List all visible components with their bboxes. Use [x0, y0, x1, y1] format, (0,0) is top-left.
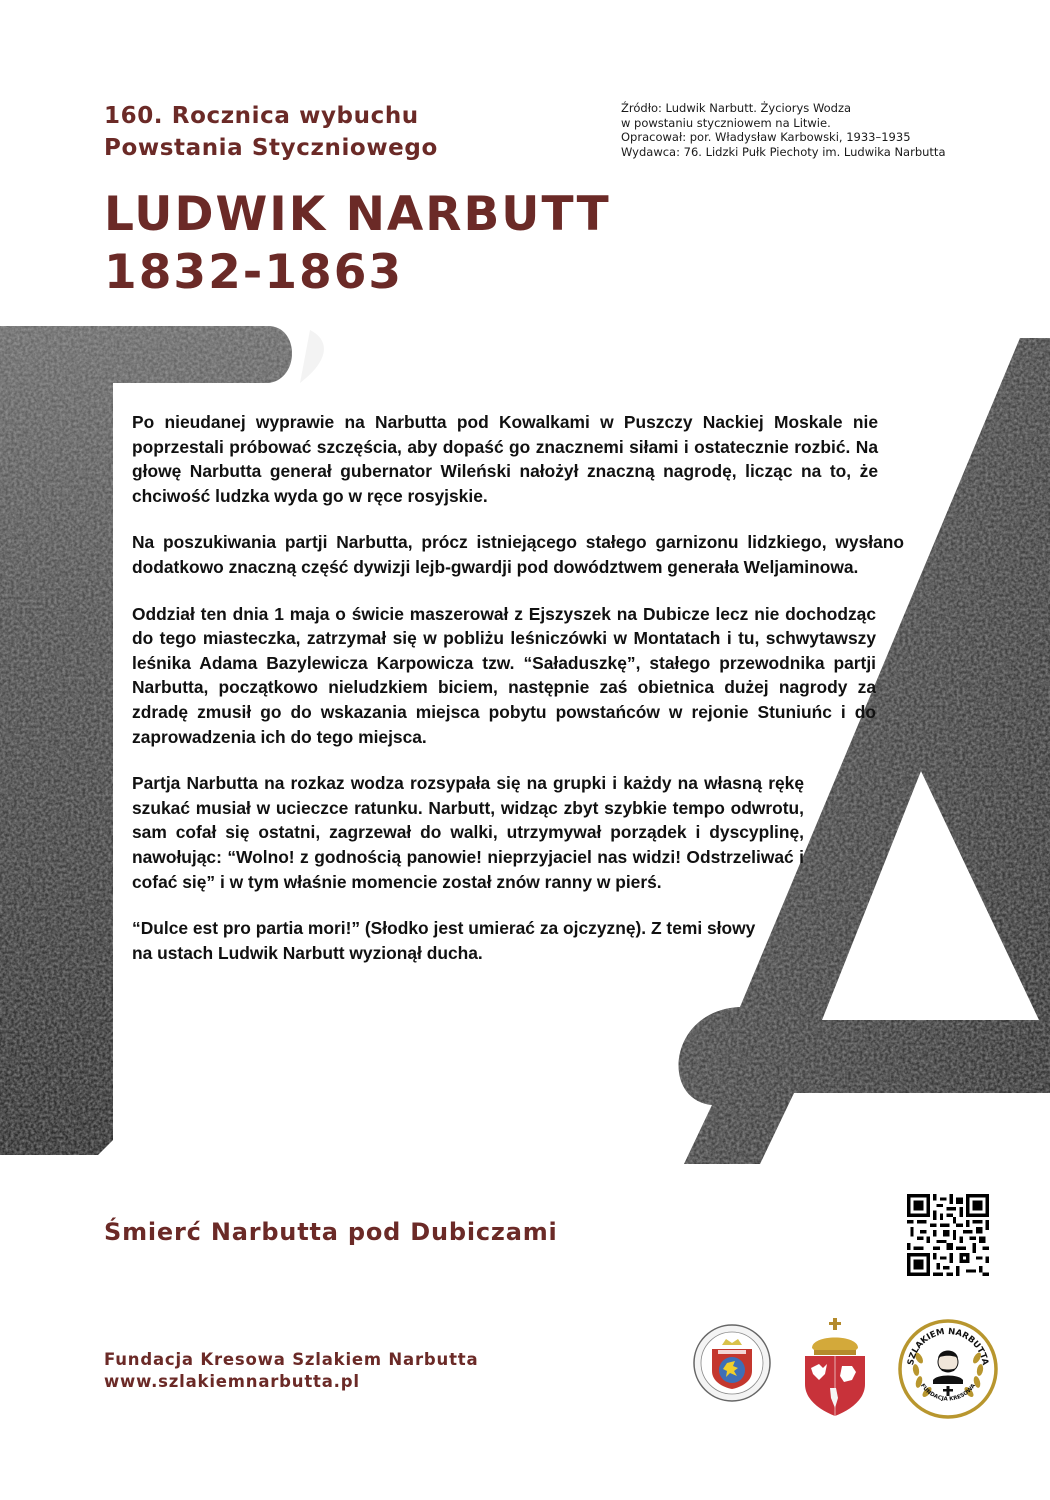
source-line-4: Wydawca: 76. Lidzki Pułk Piechoty im. Ludwika Narbutta [621, 144, 946, 159]
anniversary-subtitle [104, 100, 438, 164]
page-title [104, 186, 611, 302]
organization-name: Fundacja Kresowa Szlakiem Narbutta [104, 1350, 479, 1369]
footer [104, 1349, 478, 1393]
article-paragraph: Na poszukiwania partji Narbutta, prócz istniejącego stałego garnizonu lidzkiego, wysłano dodatkowo znaczną część dywizji lejb-gwardji pod dowództwem generała Weljaminowa. [132, 532, 904, 577]
qr-code-icon[interactable] [907, 1194, 989, 1276]
source-line-3: Opracował: por. Władysław Karbowski, 1933–1935 [621, 130, 911, 144]
january-uprising-coat-of-arms-logo [800, 1318, 870, 1418]
article-paragraph: Oddział ten dnia 1 maja o świcie maszerował z Ejszyszek na Dubicze lecz nie dochodząc do tego miasteczka, zatrzymał się w pobliżu leśniczówki w Montatach i tu, schwytawszy leśnika Adama Bazylewicza Karpowicza tzw. “Saładuszkę”, stałego przewodnika partji Narbutta, początkowo nieludzkiem biciem, następnie zaś obietnica dużej nagrody za zdradę zmusił go do wskazania miejsca pobytu powstańców w rejonie Stuniuńc i do zaprowadzenia ich do tego miejsca. [132, 603, 876, 747]
subtitle-line-2: Powstania Styczniowego [104, 135, 438, 161]
title-years: 1832-1863 [104, 245, 404, 300]
subtitle-line-1: 160. Rocznica wybuchu [104, 103, 419, 129]
article-body [132, 410, 904, 987]
article-paragraph: Partja Narbutta na rozkaz wodza rozsypała się na grupki i każdy na własną rękę szukać musiał w ucieczce ratunku. Narbutt, widząc zbyt szybkie tempo odwrotu, sam cofał się ostatni, zagrzewał do walki, utrzymywał porządek i dyscyplinę, nawołując: “Wolno! z godnością panowie! nieprzyjaciel nas widzi! Odstrzeliwać i cofać się” i w tym właśnie momencie został znów ranny w pierś. [132, 773, 804, 892]
fundacja-szlakiem-narbutta-logo [897, 1318, 999, 1420]
source-line-1: Źródło: Ludwik Narbutt. Życiorys Wodza [621, 101, 852, 115]
website-link[interactable]: www.szlakiemnarbutta.pl [104, 1372, 360, 1391]
tmlikpw-emblem-logo [692, 1323, 772, 1403]
article-paragraph: Po nieudanej wyprawie na Narbutta pod Kowalkami w Puszczy Nackiej Moskale nie poprzestali próbować szczęścia, aby dopaść go znacznemi siłami i ostatecznie rozbić. Na głowę Narbutta generał gubernator Wileński nałożył znaczną nagrodę, licząc na to, że chciwość ludzka wyda go w ręce rosyjskie. [132, 412, 878, 506]
source-line-2: w powstaniu styczniowem na Litwie. [621, 115, 831, 130]
logo-top-text: SZLAKIEM NARBUTTA [906, 1326, 990, 1367]
source-citation [621, 101, 946, 159]
article-paragraph: “Dulce est pro partia mori!” (Słodko jest umierać za ojczyznę). Z temi słowy na ustach Ludwik Narbutt wyzionął ducha. [132, 918, 756, 963]
logo-bottom-text: FUNDACJA KRESOWA [919, 1382, 977, 1403]
image-caption: Śmierć Narbutta pod Dubiczami [104, 1218, 558, 1246]
title-name: LUDWIK NARBUTT [104, 187, 611, 242]
